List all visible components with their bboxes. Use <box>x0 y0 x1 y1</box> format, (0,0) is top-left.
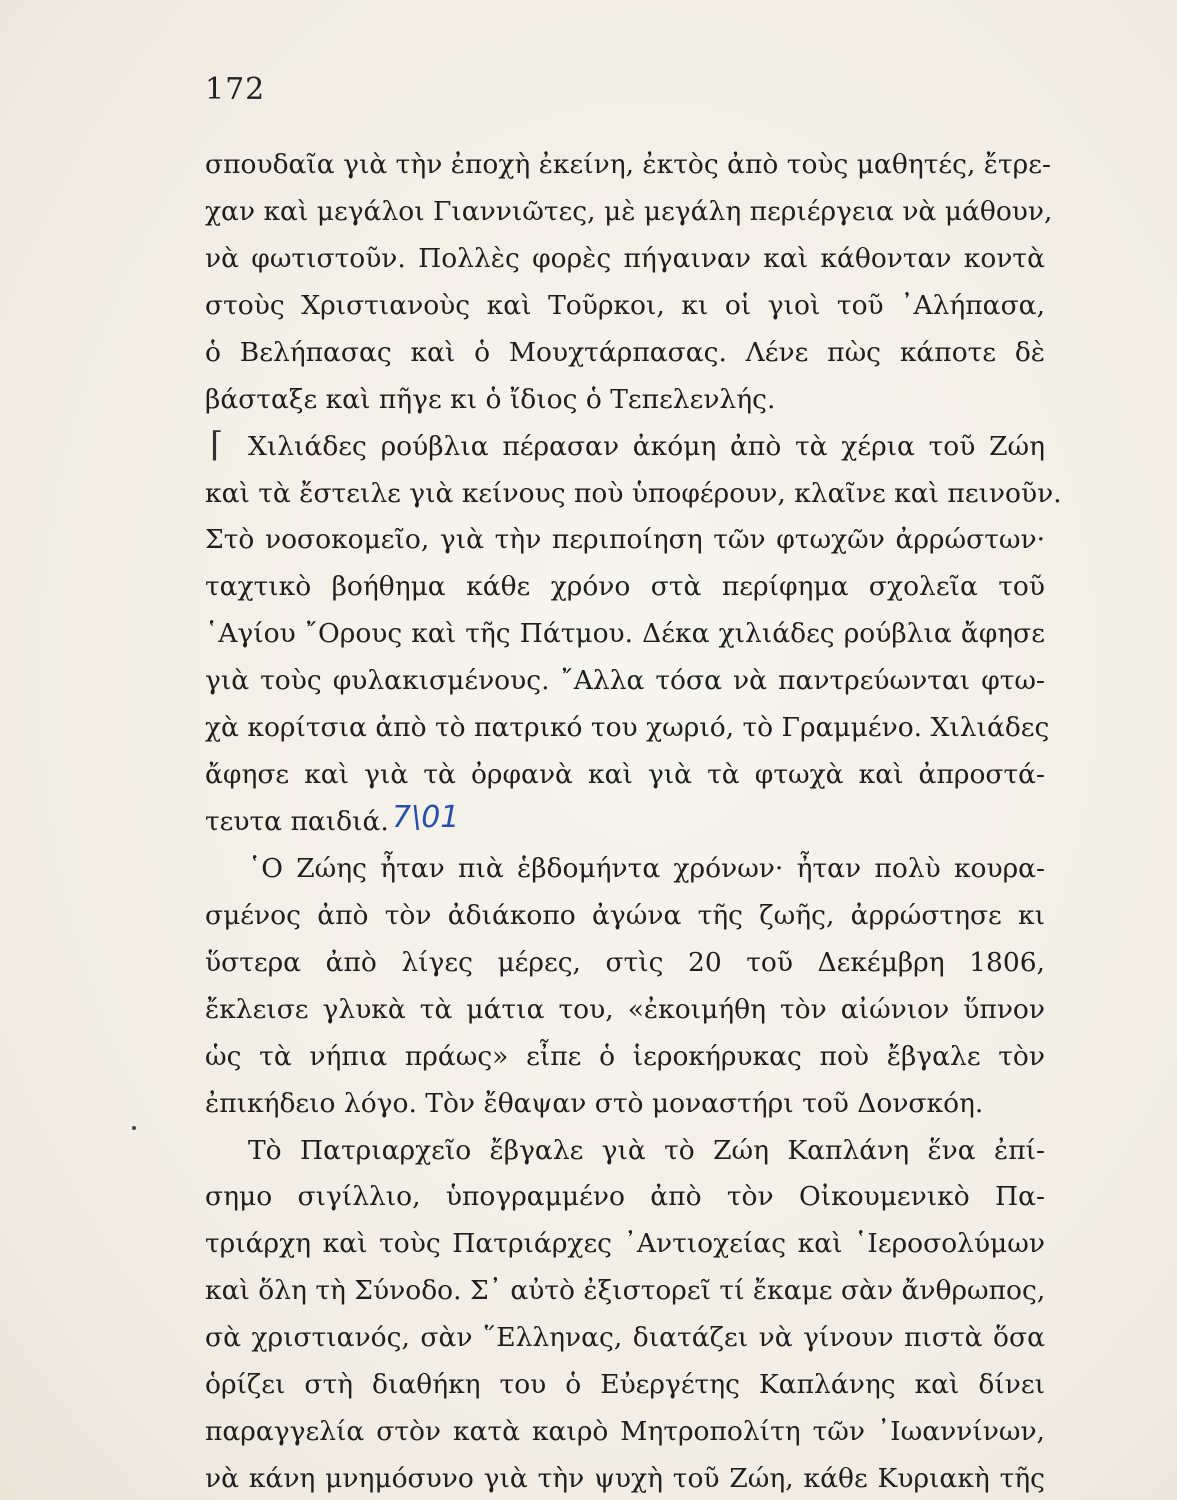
text-line-23: σημο σιγίλλιο, ὑπογραμμένο ἀπὸ τὸν Οἰκουμενικὸ Πα- <box>205 1181 1045 1212</box>
text-line-20: ὡς τὰ νήπια πράως» εἶπε ὁ ἱεροκήρυκας ποὺ ἔβγαλε τὸν <box>205 1041 1045 1072</box>
text-line-5: ὁ Βελήπασας καὶ ὁ Μουχτάρπασας. Λένε πὼς κάποτε δὲ <box>205 337 1045 368</box>
text-line-14: ἄφησε καὶ γιὰ τὰ ὀρφανὰ καὶ γιὰ τὰ φτωχὰ καὶ ἀπροστά- <box>205 759 1045 790</box>
text-line-26: σὰ χριστιανός, σὰν ῞Ελληνας, διατάζει νὰ γίνουν πιστὰ ὅσα <box>205 1322 1045 1353</box>
text-line-11: ῾Αγίου ῎Ορους καὶ τῆς Πάτμου. Δέκα χιλιάδες ρούβλια ἄφησε <box>205 618 1045 649</box>
text-line-19: ἔκλεισε γλυκὰ τὰ μάτια του, «ἐκοιμήθη τὸν αἰώνιον ὕπνον <box>205 994 1045 1025</box>
text-line-13: χὰ κορίτσια ἀπὸ τὸ πατρικό του χωριό, τὸ Γραμμένο. Χιλιάδες <box>205 712 1050 743</box>
text-line-7: Χιλιάδες ρούβλια πέρασαν ἀκόμη ἀπὸ τὰ χέρια τοῦ Ζώη <box>248 431 1045 462</box>
text-line-27: ὁρίζει στὴ διαθήκη του ὁ Εὐεργέτης Καπλάνης καὶ δίνει <box>205 1369 1045 1400</box>
text-line-4: στοὺς Χριστιανοὺς καὶ Τοῦρκοι, κι οἱ γιοὶ τοῦ ᾿Αλήπασα, <box>205 290 1045 321</box>
text-line-29: νὰ κάνη μνημόσυνο γιὰ τὴν ψυχὴ τοῦ Ζώη, κάθε Κυριακὴ τῆς <box>205 1463 1045 1494</box>
text-line-25: καὶ ὅλη τὴ Σύνοδο. Σ᾿ αὐτὸ ἐξιστορεῖ τί ἔκαμε σὰν ἄνθρωπος, <box>205 1275 1046 1306</box>
page-number: 172 <box>205 72 266 107</box>
text-line-2: χαν καὶ μεγάλοι Γιαννιῶτες, μὲ μεγάλη περιέργεια νὰ μάθουν, <box>205 196 1053 227</box>
text-line-21: ἐπικήδειο λόγο. Τὸν ἔθαψαν στὸ μοναστήρι τοῦ Δονσκόη. <box>205 1088 984 1119</box>
margin-speck <box>132 1126 136 1130</box>
text-line-28: παραγγελία στὸν κατὰ καιρὸ Μητροπολίτη τῶν ᾿Ιωαννίνων, <box>205 1416 1045 1447</box>
text-line-3: νὰ φωτιστοῦν. Πολλὲς φορὲς πήγαιναν καὶ κάθονταν κοντὰ <box>205 243 1045 274</box>
text-line-10: ταχτικὸ βοήθημα κάθε χρόνο στὰ περίφημα σχολεῖα τοῦ <box>205 571 1045 602</box>
text-line-1: σπουδαῖα γιὰ τὴν ἐποχὴ ἐκείνη, ἐκτὸς ἀπὸ τοὺς μαθητές, ἔτρε- <box>205 149 1051 180</box>
text-line-22: Τὸ Πατριαρχεῖο ἔβγαλε γιὰ τὸ Ζώη Καπλάνη ἕνα ἐπί- <box>248 1135 1045 1166</box>
handwritten-annotation: 7\01 <box>392 800 460 835</box>
text-line-15: τευτα παιδιά. <box>205 806 389 837</box>
text-line-9: Στὸ νοσοκομεῖο, γιὰ τὴν περιποίηση τῶν φτωχῶν ἀρρώστων· <box>205 524 1045 555</box>
margin-bracket-mark: ⌈ <box>210 425 224 465</box>
text-line-16: ῾Ο Ζώης ἦταν πιὰ ἑβδομήντα χρόνων· ἦταν πολὺ κουρα- <box>248 853 1045 884</box>
text-line-18: ὕστερα ἀπὸ λίγες μέρες, στὶς 20 τοῦ Δεκέμβρη 1806, <box>205 947 1045 978</box>
text-line-12: γιὰ τοὺς φυλακισμένους. ῎Αλλα τόσα νὰ παντρεύωνται φτω- <box>205 665 1045 696</box>
text-line-24: τριάρχη καὶ τοὺς Πατριάρχες ᾿Αντιοχείας καὶ ῾Ιεροσολύμων <box>205 1228 1045 1259</box>
text-line-17: σμένος ἀπὸ τὸν ἀδιάκοπο ἀγώνα τῆς ζωῆς, ἀρρώστησε κι <box>205 900 1045 931</box>
text-line-6: βάσταξε καὶ πῆγε κι ὁ ἴδιος ὁ Τεπελενλής. <box>205 384 776 415</box>
text-line-8: καὶ τὰ ἔστειλε γιὰ κείνους ποὺ ὑποφέρουν, κλαῖνε καὶ πεινοῦν. <box>205 478 1062 509</box>
